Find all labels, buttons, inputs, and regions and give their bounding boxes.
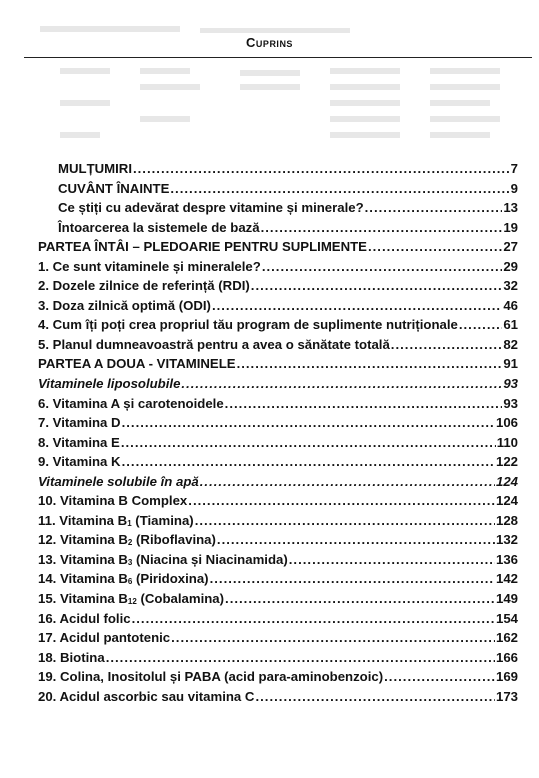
toc-entry [38,413,518,433]
toc-entry [38,159,518,179]
toc-entry [38,667,518,687]
toc-entry [38,648,518,668]
toc-entry-page-number: 7 [510,161,518,176]
dot-leader [365,198,503,218]
toc-entry-page-number: 149 [495,591,518,607]
toc-entry-page-number: 13 [503,200,518,216]
toc-entry-page-number: 110 [496,434,518,450]
toc-entry [38,218,518,238]
toc-entry-page-number: 9 [510,180,518,196]
dot-leader [106,648,495,668]
toc-entry-page-number: 106 [495,415,518,431]
toc-entry-label: Întoarcerea la sistemele de bază [58,219,260,235]
dot-leader [255,687,495,707]
toc-entry [38,354,518,374]
toc-entry-label: PARTEA A DOUA - VITAMINELE [38,356,236,372]
dot-leader [384,667,495,687]
toc-entry-page-number: 122 [495,454,518,470]
toc-entry-label: 2. Dozele zilnice de referință (RDI) [38,278,250,294]
toc-entry-page-number: 128 [495,512,518,528]
toc-entry [38,589,518,609]
toc-entry-page-number: 169 [495,669,518,685]
toc-entry-page-number: 82 [503,336,518,352]
dot-leader [261,218,503,238]
toc-entry [38,550,518,570]
header-rule [24,57,532,58]
toc-entry-page-number: 166 [495,649,518,665]
toc-entry-page-number: 93 [503,395,518,411]
toc-entry-label: PARTEA ÎNTÂI – PLEDOARIE PENTRU SUPLIMENTE [38,239,367,255]
dot-leader [132,609,495,629]
dot-leader [210,569,495,589]
toc-entry [38,472,518,492]
toc-entry-page-number: 124 [495,473,518,489]
toc-entry-label: 14. Vitamina $B_6$ (Piridoxina) [38,571,209,587]
toc-entry-page-number: 93 [503,376,518,392]
toc-entry [38,179,518,199]
header-title: Cuprins [246,35,293,50]
dot-leader [122,452,495,472]
toc-entry-label: 15. Vitamina $B_{12}$ (Cobalamina) [38,591,225,607]
toc-entry [38,687,518,707]
toc-entry [38,257,518,277]
toc-entry-page-number: 27 [503,239,518,255]
toc-entry-page-number: 136 [495,551,518,567]
toc-entry-label: 18. Biotina [38,649,105,665]
toc-entry [38,609,518,629]
dot-leader [251,276,503,296]
toc-entry [38,491,518,511]
dot-leader [200,472,495,492]
toc-entry [38,296,518,316]
dot-leader [459,315,502,335]
toc-entry-page-number: 19 [503,219,518,235]
toc-entry-label: CUVÂNT ÎNAINTE [58,180,170,196]
toc-entry-label: 12. Vitamina $B_2$ (Riboflavina) [38,532,216,548]
toc-entry-label: 5. Planul dumneavoastră pentru a avea o sănătate totală [38,336,390,352]
table-of-contents [38,159,518,706]
toc-entry [38,374,518,394]
toc-entry-label: Vitaminele solubile în apă [38,473,199,489]
toc-entry-label: 7. Vitamina D [38,415,121,431]
toc-entry-label: 8. Vitamina E [38,434,120,450]
toc-entry [38,530,518,550]
dot-leader [225,589,495,609]
toc-entry-page-number: 32 [503,278,518,294]
toc-entry [38,452,518,472]
dot-leader [195,511,495,531]
toc-entry-page-number: 142 [495,571,518,587]
dot-leader [225,394,503,414]
toc-entry-label: 4. Cum îți poți crea propriul tău program de suplimente nutriționale [38,317,458,333]
dot-leader [391,335,503,355]
toc-entry-label: Vitaminele liposolubile [38,376,181,392]
toc-entry-label: Ce știți cu adevărat despre vitamine și minerale? [58,200,364,216]
toc-entry-label: 3. Doza zilnică optimă (ODI) [38,297,211,313]
toc-entry-page-number: 46 [503,297,518,313]
toc-entry-page-number: 91 [503,356,518,372]
toc-entry-label: 20. Acidul ascorbic sau vitamina C [38,688,255,704]
toc-entry-page-number: 29 [503,258,518,274]
toc-entry-label: 17. Acidul pantotenic [38,630,171,646]
dot-leader [133,159,510,179]
toc-entry [38,237,518,257]
toc-entry-label: 9. Vitamina K [38,454,121,470]
toc-entry [38,433,518,453]
toc-entry-label: 11. Vitamina $B_1$ (Tiamina) [38,512,194,528]
toc-entry-label: 16. Acidul folic [38,610,131,626]
dot-leader [262,257,503,277]
toc-entry [38,569,518,589]
dot-leader [289,550,495,570]
toc-entry-label: 19. Colina, Inositolul și PABA (acid para-aminobenzoic) [38,669,384,685]
dot-leader [188,491,495,511]
dot-leader [237,354,503,374]
dot-leader [121,433,496,453]
dot-leader [170,179,509,199]
dot-leader [368,237,502,257]
toc-entry [38,628,518,648]
toc-entry-label: 13. Vitamina $B_3$ (Niacina și Niacinamida) [38,551,288,567]
toc-entry [38,276,518,296]
dot-leader [171,628,495,648]
toc-entry-page-number: 124 [495,493,518,509]
toc-entry-page-number: 132 [495,532,518,548]
toc-entry [38,315,518,335]
toc-entry [38,394,518,414]
toc-entry-page-number: 154 [495,610,518,626]
toc-entry-page-number: 173 [495,688,518,704]
dot-leader [181,374,502,394]
toc-entry-label: 10. Vitamina B Complex [38,493,188,509]
toc-entry-page-number: 162 [495,630,518,646]
toc-entry [38,198,518,218]
toc-entry [38,511,518,531]
toc-entry-label: 6. Vitamina A și carotenoidele [38,395,224,411]
dot-leader [217,530,495,550]
toc-entry [38,335,518,355]
toc-entry-label: 1. Ce sunt vitaminele și mineralele? [38,258,261,274]
toc-entry-page-number: 61 [503,317,518,333]
dot-leader [212,296,502,316]
toc-entry-label: MULȚUMIRI [58,161,132,176]
dot-leader [122,413,495,433]
